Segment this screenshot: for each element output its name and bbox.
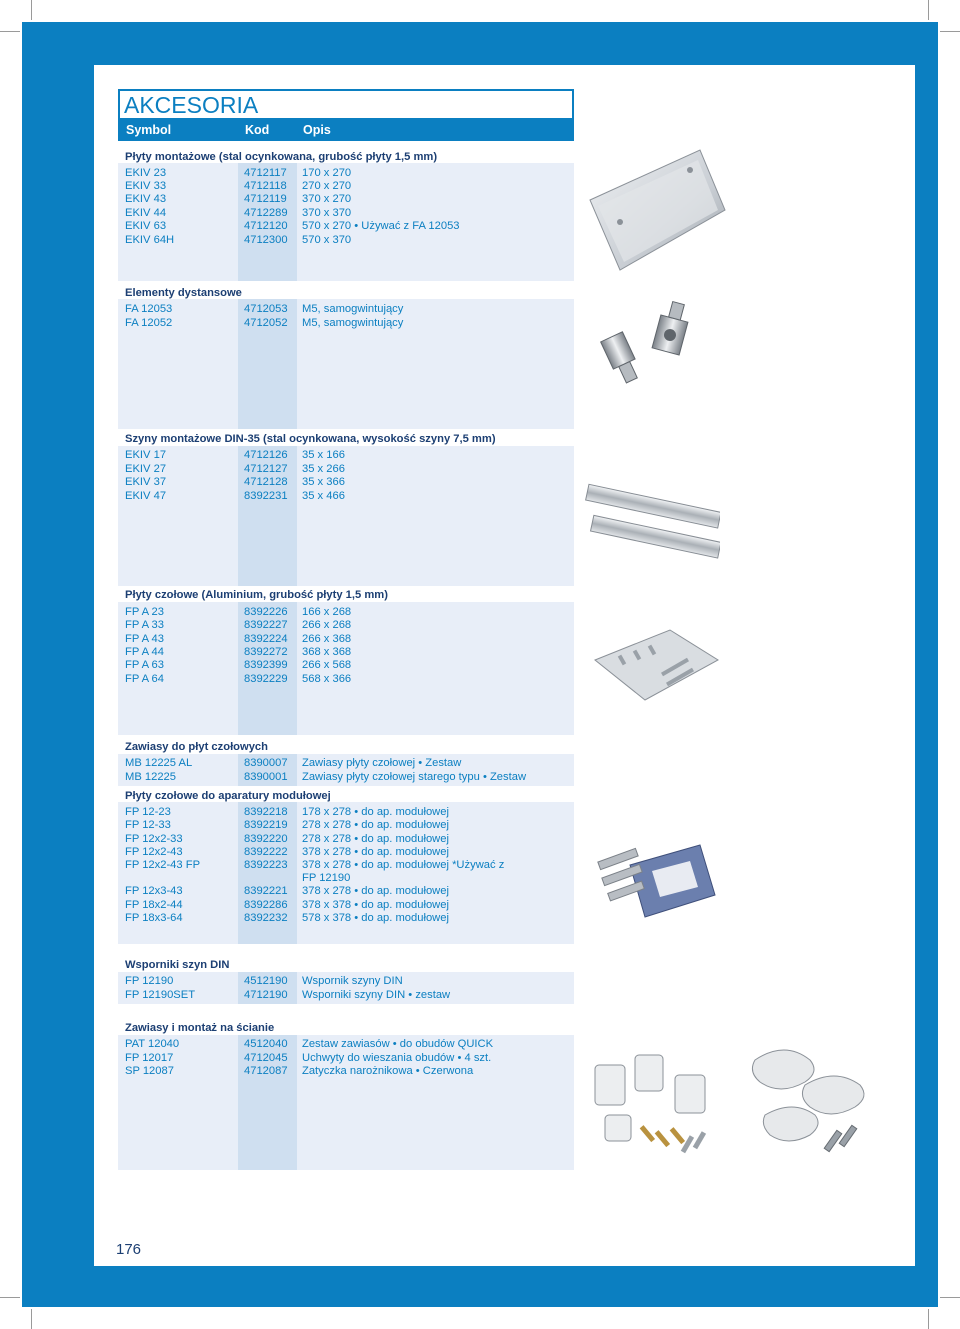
description-cell: Zawiasy płyty czołowej • Zestaw	[302, 757, 462, 769]
code-cell: 8392220	[244, 833, 288, 845]
description-cell: 378 x 278 • do ap. modułowej *Używać z	[302, 859, 505, 871]
code-cell: 4712190	[244, 989, 288, 1001]
crop-mark	[0, 1297, 20, 1298]
section-background	[118, 446, 574, 586]
description-cell: 378 x 378 • do ap. modułowej	[302, 899, 449, 911]
symbol-cell: EKIV 43	[125, 193, 167, 205]
code-cell: 4712045	[244, 1052, 288, 1064]
symbol-cell: FP 12190	[125, 975, 174, 987]
symbol-cell: FP A 64	[125, 673, 164, 685]
description-cell: 278 x 278 • do ap. modułowej	[302, 819, 449, 831]
page-frame-top	[22, 22, 938, 65]
page-title: AKCESORIA	[124, 92, 259, 118]
section-title: Elementy dystansowe	[125, 287, 242, 299]
code-cell: 8392286	[244, 899, 288, 911]
code-cell: 4712128	[244, 476, 288, 488]
code-cell: 8392219	[244, 819, 288, 831]
symbol-cell: FP 12x2-43 FP	[125, 859, 201, 871]
symbol-cell: EKIV 64H	[125, 234, 175, 246]
description-cell: 35 x 266	[302, 463, 345, 475]
crop-mark	[940, 1297, 960, 1298]
description-cell: M5, samogwintujący	[302, 317, 404, 329]
description-cell: 278 x 278 • do ap. modułowej	[302, 833, 449, 845]
page-frame-left	[22, 22, 94, 1307]
description-cell: Wsporniki szyny DIN • zestaw	[302, 989, 451, 1001]
code-cell: 4512190	[244, 975, 288, 987]
symbol-cell: SP 12087	[125, 1065, 174, 1077]
code-cell: 4712127	[244, 463, 288, 475]
section-title: Zawiasy i montaż na ścianie	[125, 1022, 275, 1034]
description-cell: 266 x 368	[302, 633, 352, 645]
page-frame-bottom	[22, 1266, 938, 1307]
description-cell: 35 x 366	[302, 476, 345, 488]
symbol-cell: EKIV 47	[125, 490, 167, 502]
section-title: Płyty montażowe (stal ocynkowana, grubość płyty 1,5 mm)	[125, 151, 438, 163]
description-cell: 166 x 268	[302, 606, 352, 618]
description-cell: 370 x 270	[302, 193, 352, 205]
code-cell: 8392223	[244, 859, 288, 871]
code-cell: 8392232	[244, 912, 288, 924]
code-cell: 4712119	[244, 193, 287, 205]
symbol-cell: FP 18x2-44	[125, 899, 183, 911]
description-cell: 368 x 368	[302, 646, 352, 658]
description-cell: Zawiasy płyty czołowej starego typu • Zestaw	[302, 771, 527, 783]
symbol-cell: FP 12017	[125, 1052, 174, 1064]
code-cell: 8392399	[244, 659, 288, 671]
code-cell: 8390001	[244, 771, 288, 783]
symbol-cell: FP 12x3-43	[125, 885, 183, 897]
page-frame-right	[915, 22, 938, 1307]
symbol-cell: FP 18x3-64	[125, 912, 183, 924]
code-cell: 8392222	[244, 846, 288, 858]
description-cell: 266 x 568	[302, 659, 352, 671]
code-cell: 4712087	[244, 1065, 288, 1077]
mounting-plates-photo	[580, 140, 728, 275]
description-cell: 570 x 270 • Używać z FA 12053	[302, 220, 460, 232]
crop-mark	[940, 31, 960, 32]
symbol-cell: FA 12052	[125, 317, 173, 329]
description-cell: 570 x 370	[302, 234, 352, 246]
description-cell: M5, samogwintujący	[302, 303, 404, 315]
symbol-cell: EKIV 37	[125, 476, 167, 488]
crop-mark	[0, 31, 20, 32]
code-cell: 4712289	[244, 207, 288, 219]
crop-mark	[31, 0, 32, 20]
description-cell: 378 x 278 • do ap. modułowej	[302, 846, 449, 858]
description-cell: FP 12190	[302, 872, 351, 884]
crop-mark	[31, 1309, 32, 1329]
symbol-cell: EKIV 63	[125, 220, 167, 232]
description-cell: Wspornik szyny DIN	[302, 975, 403, 987]
symbol-cell: EKIV 44	[125, 207, 167, 219]
symbol-cell: FA 12053	[125, 303, 173, 315]
description-cell: Zatyczka narożnikowa • Czerwona	[302, 1065, 474, 1077]
description-cell: 370 x 370	[302, 207, 352, 219]
symbol-cell: FP A 33	[125, 619, 164, 631]
crop-mark	[928, 1309, 929, 1329]
code-cell: 4712052	[244, 317, 288, 329]
hinges-photo	[585, 1035, 725, 1165]
column-header-opis: Opis	[303, 123, 331, 137]
modular-plates-photo	[590, 835, 720, 930]
section-title: Zawiasy do płyt czołowych	[125, 741, 268, 753]
column-header-kod: Kod	[245, 123, 270, 137]
section-title: Szyny montażowe DIN-35 (stal ocynkowana, wysokość szyny 7,5 mm)	[125, 433, 496, 445]
code-cell: 8392224	[244, 633, 288, 645]
din-rails-photo	[585, 470, 720, 585]
section-title: Płyty czołowe do aparatury modułowej	[125, 790, 331, 802]
symbol-cell: PAT 12040	[125, 1038, 180, 1050]
symbol-cell: FP 12x2-33	[125, 833, 183, 845]
column-header-symbol: Symbol	[126, 123, 172, 137]
code-cell: 4712126	[244, 449, 288, 461]
symbol-cell: FP A 43	[125, 633, 164, 645]
symbol-cell: MB 12225 AL	[125, 757, 193, 769]
code-cell: 4712118	[244, 180, 287, 192]
code-cell: 4712117	[244, 167, 287, 179]
description-cell: 35 x 466	[302, 490, 345, 502]
description-cell: 270 x 270	[302, 180, 352, 192]
front-plates-photo	[590, 620, 720, 710]
symbol-cell: FP 12-33	[125, 819, 171, 831]
description-cell: 35 x 166	[302, 449, 345, 461]
symbol-cell: FP 12-23	[125, 806, 171, 818]
spacers-photo	[590, 300, 710, 390]
symbol-cell: FP 12x2-43	[125, 846, 183, 858]
code-cell: 8392226	[244, 606, 288, 618]
description-cell: 170 x 270	[302, 167, 352, 179]
code-cell: 4712053	[244, 303, 288, 315]
symbol-cell: EKIV 17	[125, 449, 167, 461]
description-cell: Zestaw zawiasów • do obudów QUICK	[302, 1038, 494, 1050]
symbol-cell: EKIV 23	[125, 167, 167, 179]
code-cell: 8392272	[244, 646, 288, 658]
code-cell: 4712120	[244, 220, 288, 232]
symbol-cell: FP A 44	[125, 646, 164, 658]
code-cell: 8392227	[244, 619, 288, 631]
code-cell: 8392218	[244, 806, 288, 818]
description-cell: 578 x 378 • do ap. modułowej	[302, 912, 449, 924]
symbol-cell: EKIV 27	[125, 463, 167, 475]
symbol-cell: FP 12190SET	[125, 989, 196, 1001]
symbol-cell: FP A 23	[125, 606, 164, 618]
description-cell: 178 x 278 • do ap. modułowej	[302, 806, 449, 818]
symbol-cell: EKIV 33	[125, 180, 167, 192]
symbol-cell: MB 12225	[125, 771, 176, 783]
code-cell: 4712300	[244, 234, 288, 246]
table-header	[118, 120, 574, 141]
description-cell: 266 x 268	[302, 619, 352, 631]
section-title: Płyty czołowe (Aluminium, grubość płyty 1,5 mm)	[125, 589, 388, 601]
code-cell: 4512040	[244, 1038, 288, 1050]
symbol-cell: FP A 63	[125, 659, 164, 671]
page-number: 176	[116, 1241, 142, 1258]
code-cell: 8392229	[244, 673, 288, 685]
crop-mark	[928, 0, 929, 20]
code-cell: 8390007	[244, 757, 288, 769]
section-title: Wsporniki szyn DIN	[125, 959, 230, 971]
code-cell: 8392221	[244, 885, 288, 897]
description-cell: Uchwyty do wieszania obudów • 4 szt.	[302, 1052, 492, 1064]
wall-brackets-photo	[735, 1030, 875, 1165]
description-cell: 568 x 366	[302, 673, 352, 685]
code-cell: 8392231	[244, 490, 288, 502]
description-cell: 378 x 278 • do ap. modułowej	[302, 885, 449, 897]
